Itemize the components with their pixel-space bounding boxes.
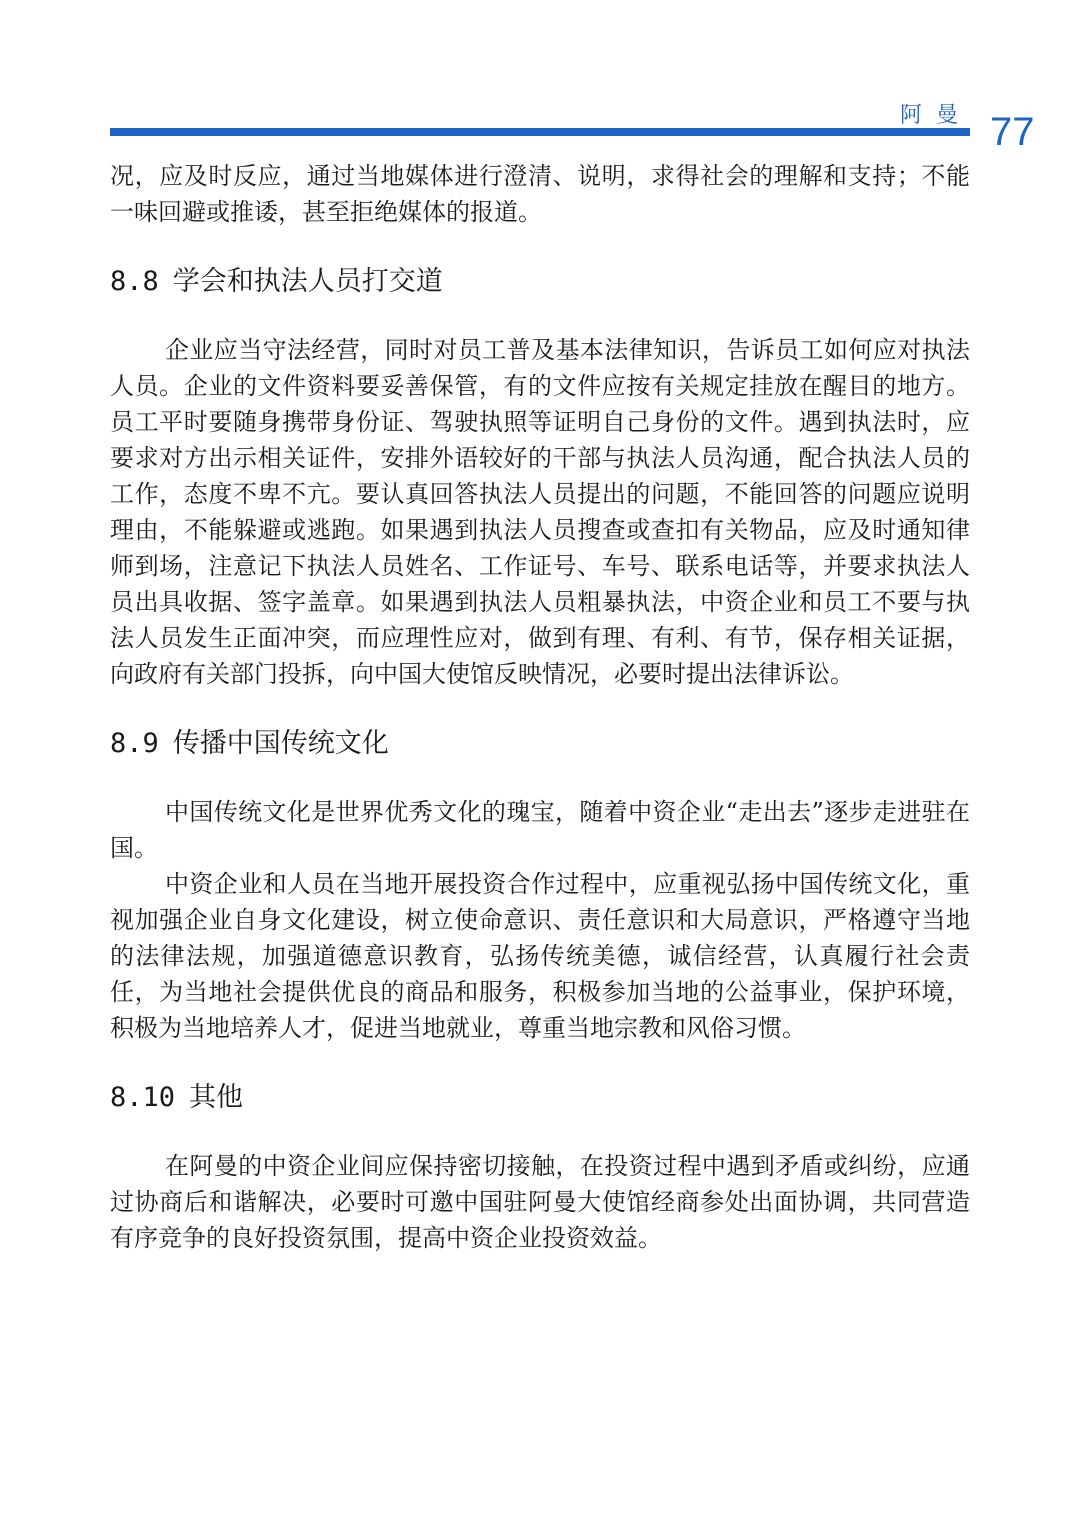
page-body [110,158,970,1256]
header-rule [110,128,970,136]
section-heading-8-8 [110,262,970,302]
section-paragraph: 中资企业和人员在当地开展投资合作过程中，应重视弘扬中国传统文化，重视加强企业自身文化建设，树立使命意识、责任意识和大局意识，严格遵守当地的法律法规，加强道德意识教育，弘扬传统美德，诚信经营，认真履行社会责任，为当地社会提供优良的商品和服务，积极参加当地的公益事业，保护环境，积极为当地培养人才，促进当地就业，尊重当地宗教和风俗习惯。 [110,870,970,1042]
section-number: 8.9 [110,728,159,759]
running-header-country: 阿曼 [900,103,973,128]
section-number: 8.8 [110,266,159,297]
section-title: 其他 [189,1082,244,1113]
page-number: 77 [990,110,1035,154]
section-title: 传播中国传统文化 [172,728,389,759]
section-title: 学会和执法人员打交道 [172,266,443,297]
section-heading-8-9 [110,724,970,764]
section-number: 8.10 [110,1082,176,1113]
section-heading-8-10 [110,1078,970,1118]
section-paragraph: 在阿曼的中资企业间应保持密切接触，在投资过程中遇到矛盾或纠纷，应通过协商后和谐解决，必要时可邀中国驻阿曼大使馆经商参处出面协调，共同营造有序竞争的良好投资氛围，提高中资企业投资效益。 [110,1152,970,1252]
section-paragraph: 中国传统文化是世界优秀文化的瑰宝，随着中资企业“走出去”逐步走进驻在国。 [110,798,970,862]
section-paragraph: 企业应当守法经营，同时对员工普及基本法律知识，告诉员工如何应对执法人员。企业的文件资料要妥善保管，有的文件应按有关规定挂放在醒目的地方。员工平时要随身携带身份证、驾驶执照等证明自己身份的文件。遇到执法时，应要求对方出示相关证件，安排外语较好的干部与执法人员沟通，配合执法人员的工作，态度不卑不亢。要认真回答执法人员提出的问题，不能回答的问题应说明理由，不能躲避或逃跑。如果遇到执法人员搜查或查扣有关物品，应及时通知律师到场，注意记下执法人员姓名、工作证号、车号、联系电话等，并要求执法人员出具收据、签字盖章。如果遇到执法人员粗暴执法，中资企业和员工不要与执法人员发生正面冲突，而应理性应对，做到有理、有利、有节，保存相关证据，向政府有关部门投拆，向中国大使馆反映情况，必要时提出法律诉讼。 [110,336,970,688]
continued-paragraph: 况，应及时反应，通过当地媒体进行澄清、说明，求得社会的理解和支持；不能一味回避或推诿，甚至拒绝媒体的报道。 [110,162,970,226]
